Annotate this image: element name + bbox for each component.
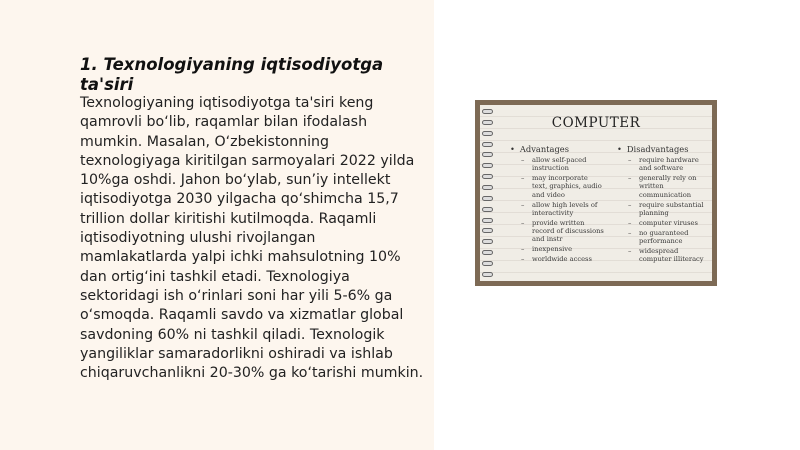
advantages-column bbox=[510, 144, 605, 265]
advantage-item: – inexpensive bbox=[510, 245, 605, 253]
disadvantage-item: – generally rely on written communication bbox=[617, 174, 712, 199]
disadvantage-item: – no guaranteed performance bbox=[617, 229, 712, 245]
advantage-item: – provide written record of discussions and instr bbox=[510, 219, 605, 244]
computer-notebook-image bbox=[475, 100, 717, 286]
disadvantage-item: – require substantial planning bbox=[617, 201, 712, 217]
slide-title: 1. Texnologiyaning iqtisodiyotga ta'siri bbox=[80, 55, 384, 94]
disadvantages-heading: • Disadvantages bbox=[617, 144, 712, 154]
disadvantage-item: – widespread computer illiteracy bbox=[617, 247, 712, 263]
slide-body-text: Texnologiyaning iqtisodiyotga ta'siri keng qamrovli bo‘lib, raqamlar bilan ifodalash mumkin. Masalan, O‘zbekistonning texnologiyaga kiritilgan sarmoyalari 2022 yilda 10%ga oshdi. Jahon bo‘ylab, sun’iy intellekt iqtisodiyotga 2030 yilgacha qo‘shimcha 15,7 trillion dollar kiritishi kutilmoqda. Raqamli iqtisodiyotning ulushi rivojlangan mamlakatlarda yalpi ichki mahsulotning 10% dan ortig‘ini tashkil etadi. Texnologiya sektoridagi ish o‘rinlari soni har yili 5-6% ga o‘smoqda. Raqamli savdo va xizmatlar global savdoning 60% ni tashkil qiladi. Texnologik yangiliklar samaradorlikni oshiradi va ishlab chiqaruvchanlikni 20-30% ga ko‘tarishi mumkin. bbox=[80, 95, 424, 382]
advantage-item: – may incorporate text, graphics, audio and video bbox=[510, 174, 605, 199]
advantage-item: – allow high levels of interactivity bbox=[510, 201, 605, 217]
notebook-title: COMPUTER bbox=[551, 115, 641, 131]
advantage-item: – worldwide access bbox=[510, 255, 605, 263]
notebook-page bbox=[480, 105, 712, 281]
disadvantage-item: – require hardware and software bbox=[617, 156, 712, 172]
advantages-heading: • Advantages bbox=[510, 144, 605, 154]
disadvantage-item: – computer viruses bbox=[617, 219, 712, 227]
spiral-binding-icon bbox=[482, 109, 496, 277]
advantage-item: – allow self-paced instruction bbox=[510, 156, 605, 172]
disadvantages-column bbox=[617, 144, 712, 265]
